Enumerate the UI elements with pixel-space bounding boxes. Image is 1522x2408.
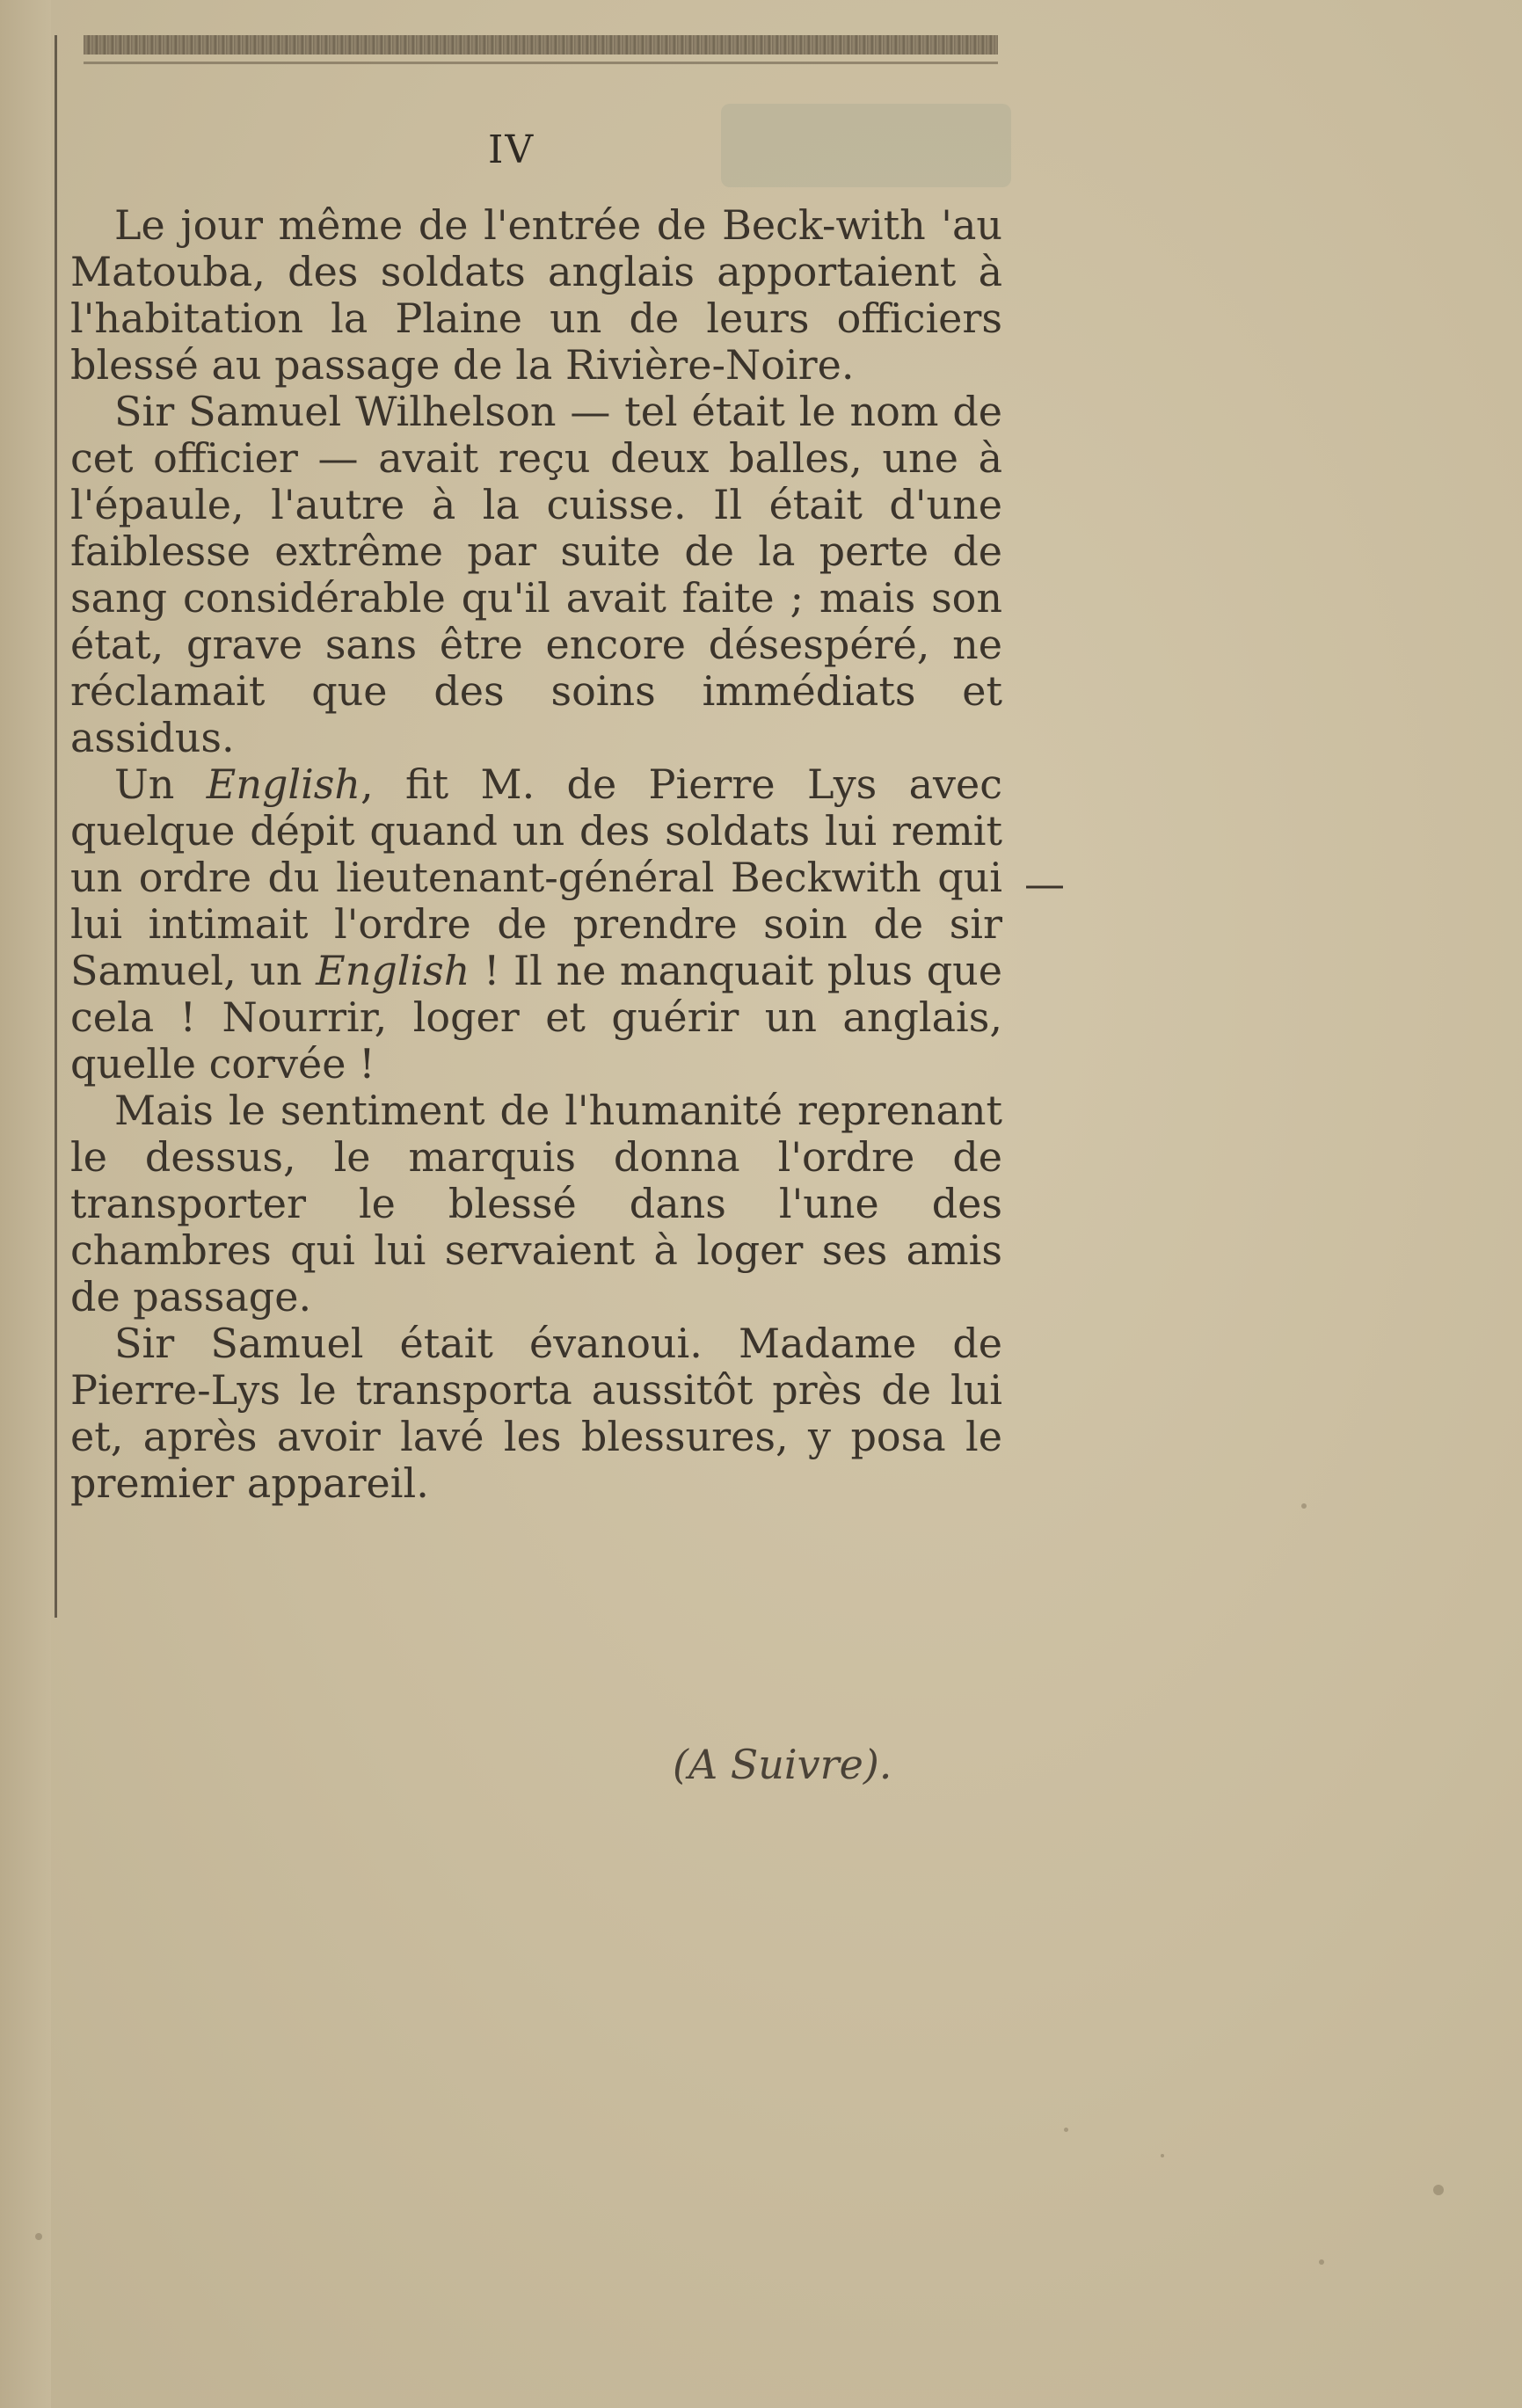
top-rule — [84, 62, 998, 64]
paper-speck — [35, 2233, 42, 2240]
paragraph-5: Sir Samuel était évanoui. Madame de Pierre-Lys le transporta aussitôt près de lui et, après avoir lavé les blessures, y posa le premier appareil. — [70, 1320, 1002, 1507]
paragraph-4: Mais le sentiment de l'humanité reprenant le dessus, le marquis donna l'ordre de transporter le blessé dans l'une des chambres qui lui servaient à loger ses amis de passage. — [70, 1087, 1002, 1320]
paragraph-1: Le jour même de l'entrée de Beck-with 'au Matouba, des soldats anglais apportaient à l'habitation la Plaine un de leurs officiers blessé au passage de la Rivière-Noire. — [70, 201, 1002, 389]
paper-speck — [1301, 1503, 1307, 1509]
paragraph-3-english-1: English — [206, 760, 361, 808]
chapter-number: IV — [488, 127, 535, 172]
left-column-rule — [55, 35, 57, 1618]
paper-speck — [1319, 2259, 1324, 2265]
faded-stamp — [721, 104, 1011, 187]
continuation-note: (A Suivre). — [673, 1741, 892, 1788]
body-text — [70, 202, 1002, 1507]
paragraph-3-end: ! Il ne manquait plus que cela ! Nourrir, loger et guérir un anglais, quelle corvée ! — [70, 947, 1002, 1088]
paragraph-3 — [70, 761, 1002, 1088]
page-left-edge — [0, 0, 51, 2408]
margin-dash-mark: — — [1024, 860, 1065, 907]
paper-speck — [1064, 2128, 1068, 2132]
paragraph-3-middle: , fit M. de Pierre Lys avec quelque dépit quand un des soldats lui remit un ordre du lieutenant-général Beckwith qui lui intimait l'ordre de prendre soin de sir Samuel, un — [70, 760, 1003, 994]
top-decorative-band — [84, 35, 998, 55]
paragraph-2: Sir Samuel Wilhelson — tel était le nom de cet officier — avait reçu deux balles, une à l'épaule, l'autre à la cuisse. Il était d'une faiblesse extrême par suite de la perte de sang considérable qu'il avait faite ; mais son état, grave sans être encore désespéré, ne réclamait que des soins immédiats et assidus. — [70, 388, 1002, 761]
paper-speck — [1161, 2154, 1164, 2157]
paper-speck — [1433, 2185, 1444, 2195]
paragraph-3-start: Un — [114, 760, 207, 808]
paragraph-3-english-2: English — [316, 947, 470, 994]
